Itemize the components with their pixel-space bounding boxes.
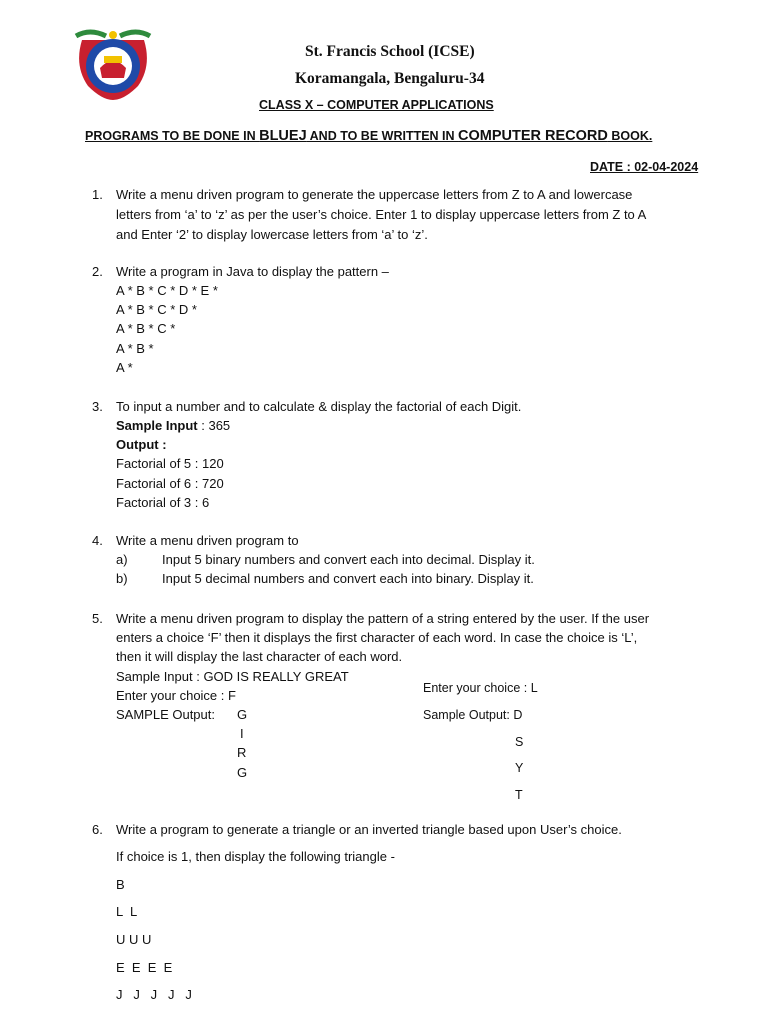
- q3-output-line: Factorial of 3 : 6: [116, 495, 210, 510]
- q5-choice-f: Enter your choice : F: [116, 688, 236, 703]
- q1-line: letters from ‘a’ to ‘z’ as per the user’s choice. Enter 1 to display uppercase letters from Z to A: [116, 207, 647, 222]
- class-title: CLASS X – COMPUTER APPLICATIONS: [259, 98, 494, 112]
- q1-line: Write a menu driven program to generate the uppercase letters from Z to A and lowercase: [116, 187, 633, 202]
- q5-f-letter: R: [237, 745, 247, 760]
- programs-text-1: PROGRAMS TO BE DONE IN: [85, 129, 260, 143]
- q2-pattern-row: A * B * C * D *: [116, 302, 197, 317]
- q2-pattern-row: A *: [116, 360, 133, 375]
- q5-f-letter: G: [237, 707, 248, 722]
- programs-text-2: AND TO BE WRITTEN IN: [306, 129, 459, 143]
- q5-sample-input: Sample Input : GOD IS REALLY GREAT: [116, 669, 349, 684]
- q5-choice-l: Enter your choice : L: [423, 681, 538, 695]
- q4-item-label: b): [116, 571, 128, 586]
- q3-output-label: Output: [116, 437, 159, 452]
- q6-triangle-row: U U U: [116, 932, 152, 947]
- q5-line: Write a menu driven program to display the pattern of a string entered by the user. If the user: [116, 611, 650, 626]
- q1-line: and Enter ‘2’ to display lowercase letters from ‘a’ to ‘z’.: [116, 227, 428, 242]
- q2-pattern-row: A * B * C * D * E *: [116, 283, 218, 298]
- q5-number: 5.: [92, 611, 103, 626]
- school-logo: [70, 26, 156, 102]
- q6-triangle-row: E E E E: [116, 960, 173, 975]
- q3-output-colon: :: [158, 437, 167, 452]
- q6-triangle-row: L L: [116, 904, 138, 919]
- q1-number: 1.: [92, 187, 103, 202]
- school-name: St. Francis School (ICSE): [305, 43, 475, 60]
- q2-intro: Write a program in Java to display the pattern –: [116, 264, 389, 279]
- q4-item-text: Input 5 binary numbers and convert each into decimal. Display it.: [162, 552, 535, 567]
- programs-record: COMPUTER RECORD: [458, 128, 608, 144]
- q2-number: 2.: [92, 264, 103, 279]
- q4-intro: Write a menu driven program to: [116, 533, 299, 548]
- q5-sample-output-l: Sample Output: D: [423, 708, 523, 722]
- q5-sample-output-label: SAMPLE Output:: [116, 707, 215, 722]
- q3-sample-input: [116, 418, 230, 433]
- q3-output-line: Factorial of 5 : 120: [116, 456, 224, 471]
- q3-output-line: Factorial of 6 : 720: [116, 476, 224, 491]
- programs-instruction: [85, 128, 652, 144]
- q4-item-label: a): [116, 552, 128, 567]
- q3-number: 3.: [92, 399, 103, 414]
- q4-number: 4.: [92, 533, 103, 548]
- q6-choice-line: If choice is 1, then display the following triangle -: [116, 849, 395, 864]
- programs-text-3: BOOK.: [607, 129, 653, 143]
- q5-f-letter: I: [240, 726, 244, 741]
- date: DATE : 02-04-2024: [590, 160, 699, 174]
- q4-item-text: Input 5 decimal numbers and convert each into binary. Display it.: [162, 571, 534, 586]
- q2-pattern-row: A * B *: [116, 341, 154, 356]
- q6-number: 6.: [92, 822, 103, 837]
- school-address: Koramangala, Bengaluru-34: [295, 70, 485, 87]
- q6-triangle-row: J J J J J: [116, 987, 192, 1002]
- q2-pattern-row: A * B * C *: [116, 321, 176, 336]
- q5-l-letter: T: [515, 788, 523, 802]
- q5-line: enters a choice ‘F’ then it displays the first character of each word. In case the choice is ‘L’,: [116, 630, 638, 645]
- q5-f-letter: G: [237, 765, 248, 780]
- q5-l-letter: S: [515, 735, 524, 749]
- programs-bluej: BLUEJ: [259, 128, 307, 144]
- q3-output-heading: [116, 437, 167, 452]
- q3-intro: To input a number and to calculate & display the factorial of each Digit.: [116, 399, 522, 414]
- q3-sample-label: Sample Input: [116, 418, 198, 433]
- q5-line: then it will display the last character of each word.: [116, 649, 403, 664]
- q6-intro: Write a program to generate a triangle or an inverted triangle based upon User’s choice.: [116, 822, 622, 837]
- q3-sample-value: : 365: [197, 418, 231, 433]
- q6-triangle-row: B: [116, 877, 125, 892]
- q5-l-letter: Y: [515, 761, 524, 775]
